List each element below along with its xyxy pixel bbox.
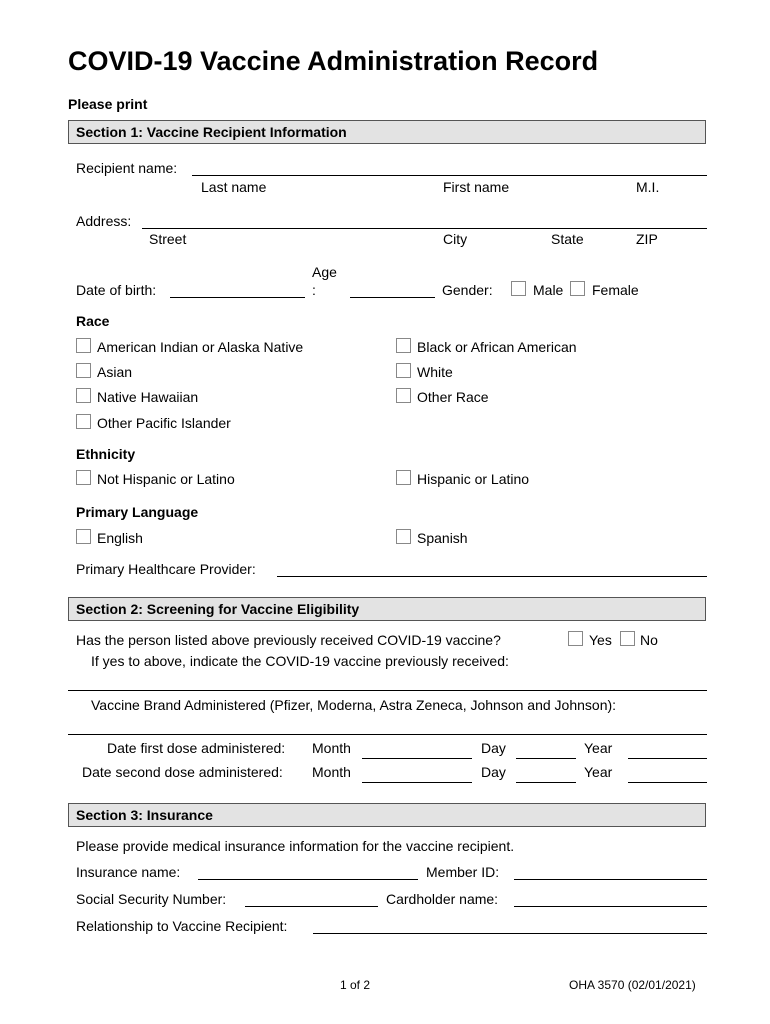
insurance-intro: Please provide medical insurance information for the vaccine recipient. — [76, 838, 515, 854]
zip-caption: ZIP — [636, 231, 658, 247]
yes-label: Yes — [589, 632, 612, 648]
brand-label: Vaccine Brand Administered (Pfizer, Moderna, Astra Zeneca, Johnson and Johnson): — [91, 697, 617, 713]
race-option-american-indian: American Indian or Alaska Native — [97, 339, 304, 355]
no-checkbox[interactable] — [620, 631, 635, 646]
second-dose-month-label: Month — [312, 764, 351, 780]
section-1-header: Section 1: Vaccine Recipient Information — [68, 120, 706, 144]
race-checkbox-white[interactable] — [396, 363, 411, 378]
state-caption: State — [551, 231, 584, 247]
mi-caption: M.I. — [636, 179, 660, 195]
race-option-asian: Asian — [97, 364, 133, 380]
race-checkbox-black[interactable] — [396, 338, 411, 353]
page-number: 1 of 2 — [340, 978, 371, 992]
first-dose-year-label: Year — [584, 740, 613, 756]
ssn-label: Social Security Number: — [76, 891, 227, 907]
language-option-spanish: Spanish — [417, 530, 468, 546]
male-label: Male — [533, 282, 564, 298]
first-dose-day-label: Day — [481, 740, 506, 756]
yes-checkbox[interactable] — [568, 631, 583, 646]
race-heading: Race — [76, 313, 110, 329]
address-label: Address: — [76, 213, 132, 229]
cardholder-label: Cardholder name: — [386, 891, 499, 907]
form-id: OHA 3570 (02/01/2021) — [569, 978, 696, 992]
race-option-other-pacific-islander: Other Pacific Islander — [97, 415, 231, 431]
first-dose-year-field[interactable] — [628, 758, 707, 759]
second-dose-year-field[interactable] — [628, 782, 707, 783]
section-3-header: Section 3: Insurance — [68, 803, 706, 827]
ethnicity-heading: Ethnicity — [76, 446, 136, 462]
dob-field[interactable] — [170, 297, 305, 298]
language-heading: Primary Language — [76, 504, 199, 520]
last-name-caption: Last name — [201, 179, 267, 195]
age-label: Age — [312, 264, 337, 280]
recipient-name-field[interactable] — [192, 175, 707, 176]
second-dose-day-label: Day — [481, 764, 506, 780]
provider-label: Primary Healthcare Provider: — [76, 561, 256, 577]
female-checkbox[interactable] — [570, 281, 585, 296]
first-dose-day-field[interactable] — [516, 758, 576, 759]
first-name-caption: First name — [443, 179, 510, 195]
gender-label: Gender: — [442, 282, 493, 298]
no-label: No — [640, 632, 658, 648]
form-title: COVID-19 Vaccine Administration Record — [68, 46, 599, 76]
previous-vaccine-question: Has the person listed above previously received COVID-19 vaccine? — [76, 632, 501, 648]
female-label: Female — [592, 282, 639, 298]
race-checkbox-native-hawaiian[interactable] — [76, 388, 91, 403]
first-dose-month-label: Month — [312, 740, 351, 756]
race-option-white: White — [417, 364, 453, 380]
male-checkbox[interactable] — [511, 281, 526, 296]
race-option-black: Black or African American — [417, 339, 577, 355]
relationship-field[interactable] — [313, 933, 707, 934]
language-checkbox-spanish[interactable] — [396, 529, 411, 544]
dob-label: Date of birth: — [76, 282, 157, 298]
ethnicity-option-not-hispanic: Not Hispanic or Latino — [97, 471, 235, 487]
second-dose-month-field[interactable] — [362, 782, 472, 783]
member-id-field[interactable] — [514, 879, 707, 880]
relationship-label: Relationship to Vaccine Recipient: — [76, 918, 288, 934]
if-yes-instruction: If yes to above, indicate the COVID-19 vaccine previously received: — [91, 653, 509, 669]
race-checkbox-other-race[interactable] — [396, 388, 411, 403]
age-colon: : — [312, 282, 316, 298]
insurance-name-field[interactable] — [198, 879, 418, 880]
ssn-field[interactable] — [245, 906, 378, 907]
insurance-name-label: Insurance name: — [76, 864, 181, 880]
ethnicity-option-hispanic: Hispanic or Latino — [417, 471, 530, 487]
first-dose-month-field[interactable] — [362, 758, 472, 759]
second-dose-day-field[interactable] — [516, 782, 576, 783]
second-dose-label: Date second dose administered: — [82, 764, 283, 780]
race-option-native-hawaiian: Native Hawaiian — [97, 389, 199, 405]
street-caption: Street — [149, 231, 187, 247]
language-option-english: English — [97, 530, 143, 546]
brand-field[interactable] — [68, 734, 707, 735]
ethnicity-checkbox-not-hispanic[interactable] — [76, 470, 91, 485]
second-dose-year-label: Year — [584, 764, 613, 780]
first-dose-label: Date first dose administered: — [107, 740, 286, 756]
member-id-label: Member ID: — [426, 864, 500, 880]
please-print-note: Please print — [68, 96, 148, 112]
section-2-header: Section 2: Screening for Vaccine Eligibility — [68, 597, 706, 621]
address-field[interactable] — [142, 228, 707, 229]
race-checkbox-asian[interactable] — [76, 363, 91, 378]
recipient-name-label: Recipient name: — [76, 160, 178, 176]
language-checkbox-english[interactable] — [76, 529, 91, 544]
race-checkbox-other-pacific-islander[interactable] — [76, 414, 91, 429]
city-caption: City — [443, 231, 468, 247]
previous-vaccine-field[interactable] — [68, 690, 707, 691]
age-field[interactable] — [350, 297, 435, 298]
race-option-other-race: Other Race — [417, 389, 489, 405]
cardholder-field[interactable] — [514, 906, 707, 907]
ethnicity-checkbox-hispanic[interactable] — [396, 470, 411, 485]
provider-field[interactable] — [277, 576, 707, 577]
race-checkbox-american-indian[interactable] — [76, 338, 91, 353]
